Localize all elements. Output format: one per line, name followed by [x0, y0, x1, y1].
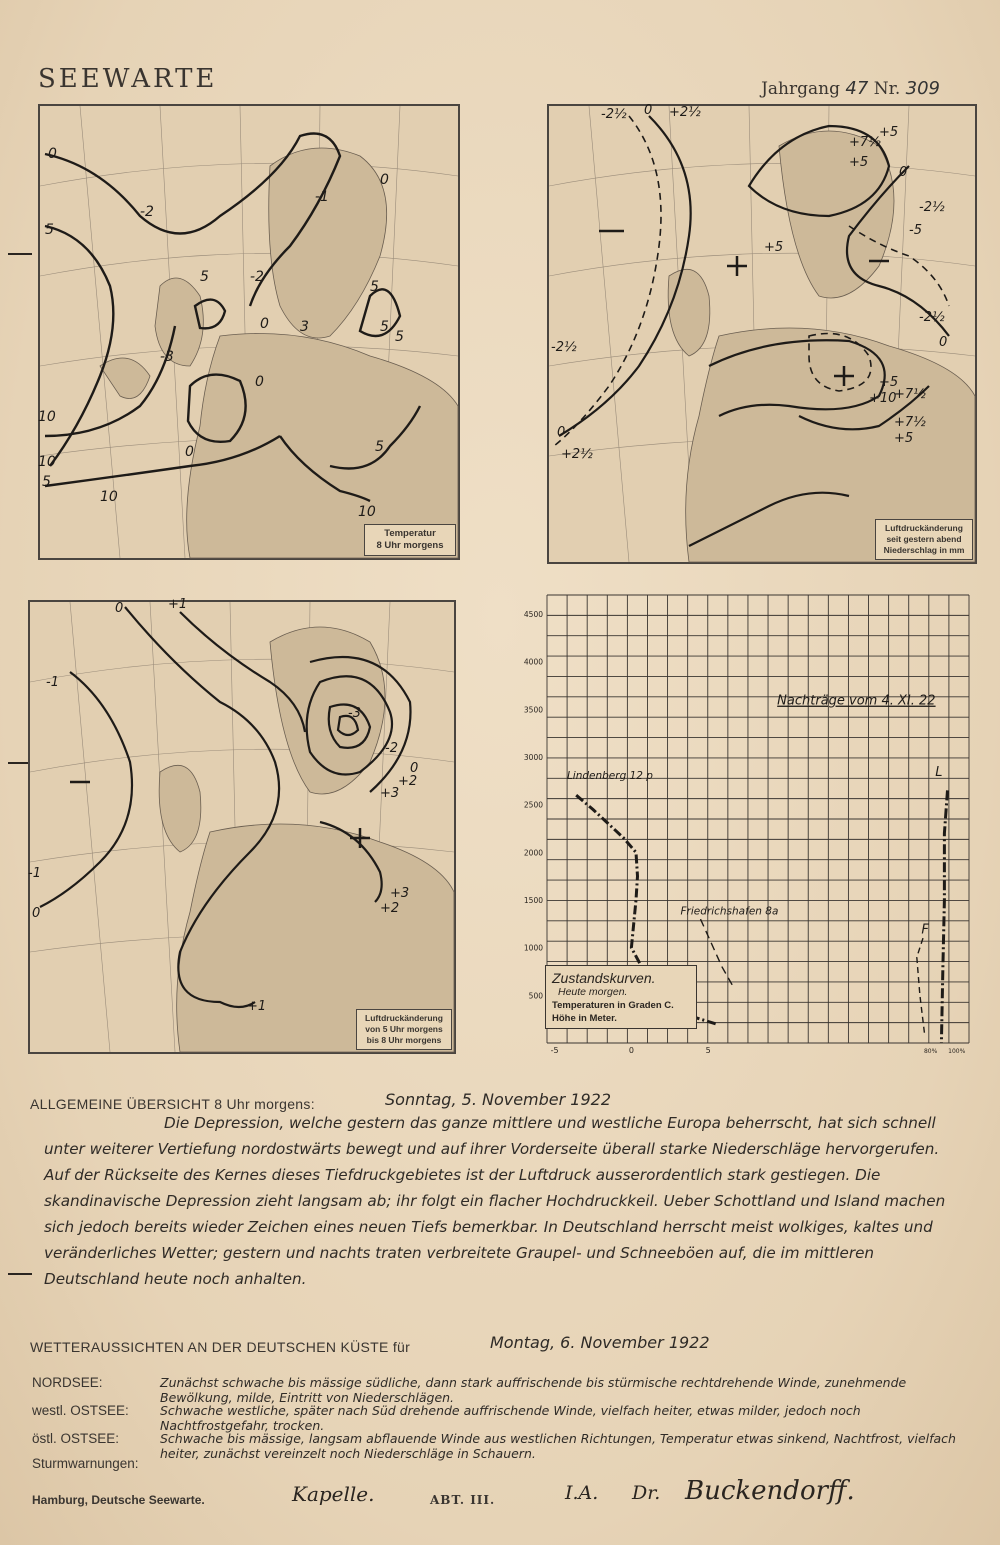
isotherm-label: 10 — [358, 504, 376, 520]
temperature-legend — [364, 524, 456, 556]
legend-line: Temperatur — [384, 528, 436, 539]
isobar-label: -2½ — [551, 340, 577, 355]
page-title: SEEWARTE — [38, 64, 218, 94]
pressure-evening-legend — [875, 519, 973, 560]
issue-no: 309 — [905, 78, 940, 99]
isobar-label: +7½ — [849, 135, 881, 150]
signature-prefix: I.A. — [565, 1482, 599, 1504]
isobar-label: 0 — [557, 425, 566, 440]
isobar-label: -2½ — [919, 200, 945, 215]
overview-label: ALLGEMEINE ÜBERSICHT 8 Uhr morgens: — [30, 1096, 315, 1112]
department: ABT. III. — [430, 1493, 496, 1507]
plus-symbol — [727, 256, 747, 276]
pressure-morning-legend — [356, 1009, 452, 1050]
chart-annotation: Nachträge vom 4. XI. 22 — [777, 693, 936, 709]
isobar-label: -2½ — [919, 310, 945, 325]
isobar-label: +2½ — [561, 447, 593, 462]
forecast-label: WETTERAUSSICHTEN AN DER DEUTSCHEN KÜSTE für — [30, 1339, 411, 1355]
legend-line: Luftdruckänderung — [885, 523, 963, 533]
isotherm-label: 5 — [380, 319, 389, 335]
overview-text: Die Depression, welche gestern das ganze mittlere und westliche Europa beherrscht, hat sich schnell unter weiterer Vertiefung nordostwärts bewegt und auf ihrer Vorderseite überall starke Niederschläge hervorgerufen. Auf der Rückseite des Kernes dieses Tiefdruckgebietes ist der Luftdruck ausserordentlich stark gestiegen. Die skandinavische Depression zieht langsam ab; ihr folgt ein flacher Hochdruckkeil. Ueber Schottland und Island machen sich jedoch bereits wieder Zeichen eines neuen Tiefs bemerkbar. In Deutschland herrscht meist wolkiges, kaltes und veränderliches Wetter; gestern und nachts traten verbreitete Graupel- und Schneeböen auf, die im mittleren Deutschland heute noch anhalten. — [44, 1114, 946, 1288]
legend-yunit: Höhe in Meter. — [552, 1013, 617, 1024]
pressure-evening-svg — [549, 103, 975, 562]
isotherm-label: -3 — [160, 349, 174, 365]
isobar-label: +7½ — [894, 415, 926, 430]
pressure-change-evening-map — [547, 104, 977, 564]
signature-title: Dr. — [632, 1482, 661, 1504]
overview-date: Sonntag, 5. November 1922 — [385, 1090, 612, 1109]
isotherm-label: 5 — [42, 474, 51, 490]
x-tick-label: 0 — [628, 1046, 634, 1055]
isobar-label: -1 — [28, 866, 41, 881]
number-label: Nr. — [873, 79, 901, 99]
isobar-label: -2½ — [601, 107, 627, 122]
isobar-label: +1 — [168, 597, 188, 612]
series-line — [941, 790, 947, 1043]
isotherm-label: -2 — [140, 204, 154, 220]
isobar-label: +3 — [380, 786, 400, 801]
isotherm-label: 0 — [260, 316, 269, 332]
isobar-label: +3 — [390, 886, 410, 901]
isobar-label: +2½ — [669, 105, 701, 120]
temperature-map-svg — [40, 106, 458, 558]
signature-left: Kapelle. — [292, 1482, 375, 1506]
issue-number — [761, 78, 940, 99]
isobar-label: -1 — [46, 675, 59, 690]
isotherm-label: 3 — [300, 319, 309, 335]
forecast-text: Zunächst schwache bis mässige südliche, dann stark auffrischende bis stürmische rechtdrehende Winde, zunehmende Bewölkung, milde, Eintritt von Niederschlägen. — [160, 1375, 907, 1405]
chart-legend-box — [545, 965, 697, 1029]
temperature-map — [38, 104, 460, 560]
isotherm-label: 10 — [38, 409, 56, 425]
isobar-label: 0 — [115, 601, 124, 616]
isobar-label: 0 — [644, 103, 653, 118]
isobar-label: 0 — [899, 165, 908, 180]
isobar-label: -2 — [385, 741, 398, 756]
isobar-label: +5 — [764, 240, 784, 255]
forecast-text: Schwache westliche, später nach Süd drehende auffrischende Winde, vielfach heiter, etwas milder, jedoch noch Nachtfrostgefahr, trocken. — [160, 1403, 861, 1433]
isotherm-label: 0 — [185, 444, 194, 460]
legend-time: Heute morgen. — [558, 986, 628, 998]
issue-year: 47 — [845, 78, 869, 99]
land-areas — [668, 131, 975, 562]
y-tick-label: 2500 — [523, 800, 543, 810]
x-tick-label: 5 — [705, 1046, 711, 1055]
forecast-text: Schwache bis mässige, langsam abflauende Winde aus westlichen Richtungen, Temperatur etwas sinkend, Nachtfrost, vielfach heiter, zunächst vereinzelt noch Niederschläge in Schauern. — [160, 1431, 956, 1461]
isotherm-label: -1 — [315, 189, 329, 205]
isobar-label: +2 — [380, 901, 400, 916]
legend-line: 8 Uhr morgens — [376, 540, 444, 551]
isobar-label: 0 — [410, 761, 419, 776]
series-label: F — [921, 922, 929, 938]
legend-title: Zustandskurven. — [552, 970, 656, 986]
isobar-label: 0 — [939, 335, 948, 350]
humidity-tick-label: 100% — [948, 1048, 966, 1055]
y-tick-label: 2000 — [523, 848, 543, 858]
series-label: Lindenberg 12 p — [566, 769, 653, 782]
pressure-morning-svg — [28, 597, 454, 1052]
series-label: L — [935, 765, 943, 781]
legend-xunit: Temperaturen in Graden C. — [552, 1000, 674, 1011]
isotherm-label: 0 — [48, 146, 57, 162]
forecast-region: Sturmwarnungen: — [32, 1456, 139, 1471]
isobar-label: +5 — [894, 431, 914, 446]
isotherm-label: 5 — [375, 439, 384, 455]
legend-line: Luftdruckänderung — [365, 1013, 443, 1023]
forecast-region: NORDSEE: — [32, 1375, 103, 1390]
isobar-label: +7½ — [894, 387, 926, 402]
isobar-label: -3 — [348, 706, 361, 721]
y-tick-label: 1500 — [523, 896, 543, 906]
isotherm-label: 0 — [380, 172, 389, 188]
isotherm-label: 0 — [255, 374, 264, 390]
isotherm-label: 5 — [200, 269, 209, 285]
legend-line: von 5 Uhr morgens — [365, 1024, 443, 1034]
isotherm-label: 5 — [370, 279, 379, 295]
isobar-label: +5 — [879, 375, 899, 390]
forecast-date: Montag, 6. November 1922 — [490, 1333, 710, 1352]
x-tick-label: -5 — [550, 1046, 559, 1055]
y-tick-label: 4000 — [523, 657, 543, 667]
signature-name: Buckendorff. — [685, 1476, 855, 1506]
isotherm-label: 5 — [395, 329, 404, 345]
isotherm-label: 5 — [45, 222, 54, 238]
legend-line: bis 8 Uhr morgens — [366, 1035, 442, 1045]
legend-line: seit gestern abend — [886, 534, 962, 544]
issue-label: Jahrgang — [761, 79, 840, 99]
isobar-label: 0 — [32, 906, 41, 921]
margin-tick — [8, 1273, 32, 1275]
series-line — [917, 938, 925, 1033]
y-tick-label: 4500 — [523, 610, 543, 620]
isobar-label: +2 — [398, 774, 418, 789]
isotherm-label: 10 — [100, 489, 118, 505]
isobar-label: +5 — [879, 125, 899, 140]
publisher: Hamburg, Deutsche Seewarte. — [32, 1493, 205, 1507]
isotherm-label: 10 — [38, 454, 56, 470]
pressure-change-morning-map — [28, 597, 456, 1054]
series-label: Friedrichshafen 8a — [680, 905, 779, 918]
y-tick-label: 3500 — [523, 705, 543, 715]
isobar-label: +5 — [849, 155, 869, 170]
y-tick-label: 500 — [528, 991, 543, 1001]
margin-tick — [8, 253, 32, 255]
humidity-tick-label: 80% — [923, 1048, 938, 1055]
forecast-region: östl. OSTSEE: — [32, 1431, 120, 1446]
land-areas — [159, 627, 454, 1052]
legend-line: Niederschlag in mm — [883, 545, 965, 555]
isobar-label: -5 — [909, 223, 922, 238]
isotherm-label: -2 — [250, 269, 264, 285]
y-tick-label: 3000 — [523, 753, 543, 763]
y-tick-label: 1000 — [523, 943, 543, 953]
isobar-label: +1 — [247, 999, 267, 1014]
isobar-label: +10 — [869, 391, 897, 406]
forecast-region: westl. OSTSEE: — [32, 1403, 129, 1418]
